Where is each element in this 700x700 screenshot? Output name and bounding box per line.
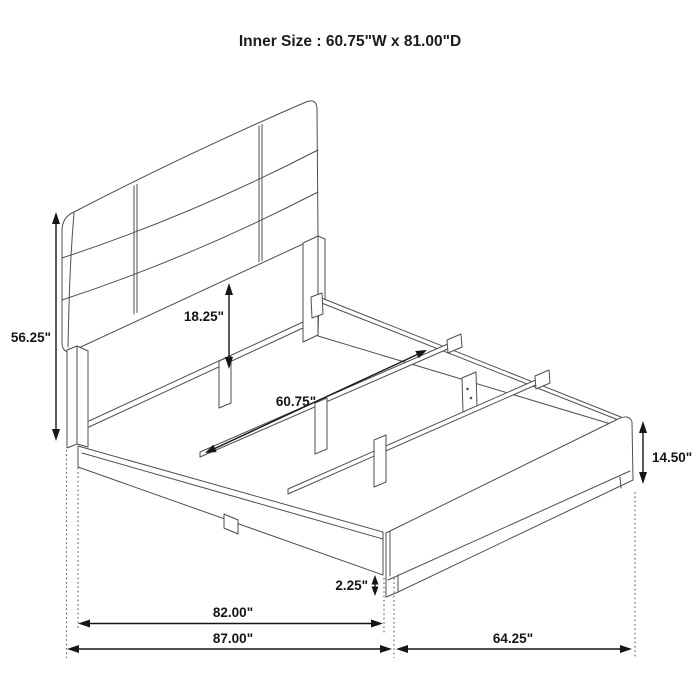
arrowhead-up [372,575,379,585]
depth-82-label: 82.00" [212,605,254,620]
arrowhead-left [67,645,79,653]
slat-support-leg [374,435,386,487]
arrowhead-up [639,421,647,433]
clearance-label: 18.25" [183,309,224,324]
overall-depth-label: 87.00" [212,631,254,646]
arrowhead-left [396,645,408,653]
headboard-left-leg [67,346,77,448]
arrowhead-down [52,429,60,441]
back-rail [89,322,303,427]
bracket-hole [466,388,469,391]
arrowhead-right [620,645,632,653]
headboard-height-label: 56.25" [10,330,51,345]
leg-height-label: 2.25" [335,578,368,593]
slat-support-leg [315,398,327,454]
headboard-left-leg [77,346,88,447]
bracket-hole [470,397,473,400]
inner-size-title: Inner Size : 60.75"W x 81.00"D [238,33,462,50]
arrowhead-right [380,645,392,653]
headboard-right-leg [303,236,318,342]
rail-hook-bracket [311,293,323,318]
arrowhead-up [52,212,60,224]
inner-width-label: 60.75" [275,394,317,409]
footboard-group [386,417,633,597]
slat-end-cap [447,334,462,353]
arrowhead-up [225,283,233,295]
rail-support-bracket [462,372,477,412]
arrowhead-left [78,620,90,628]
footboard-height-label: 14.50" [652,450,693,465]
bed-frame-group [78,293,621,575]
slat-end-cap [535,370,550,389]
arrowhead-right [371,620,383,628]
arrowhead-down [639,472,647,484]
overall-width-label: 64.25" [492,631,534,646]
footboard-panel [386,417,633,597]
arrowhead-down [372,587,379,597]
